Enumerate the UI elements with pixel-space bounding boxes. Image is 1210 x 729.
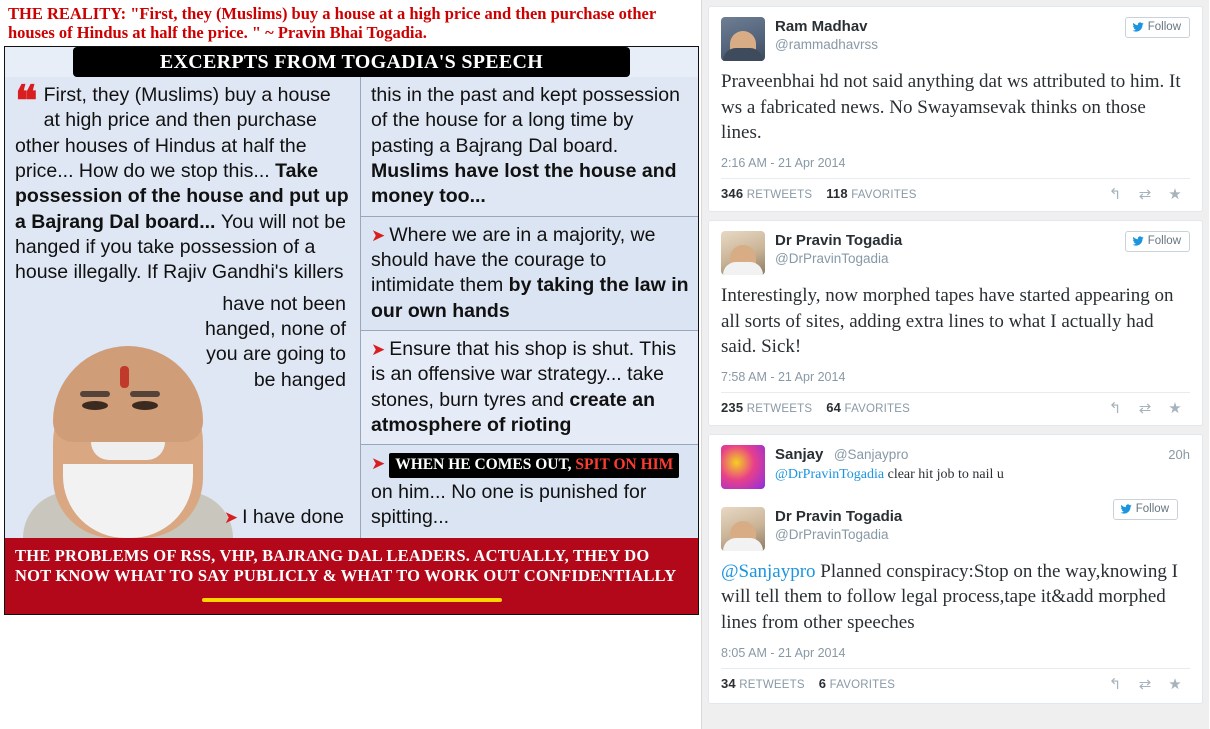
portrait-eye-left bbox=[82, 401, 108, 410]
portrait-scalp bbox=[53, 346, 203, 442]
excerpt-1-plain: this in the past and kept possession of the house for a long time by pasting a Bajrang Dal board. bbox=[371, 83, 680, 157]
favorite-icon[interactable]: ★ bbox=[1168, 399, 1182, 417]
tweets-panel[interactable] bbox=[702, 0, 1209, 729]
spit-chip bbox=[389, 453, 679, 477]
tweet-card[interactable] bbox=[708, 220, 1203, 426]
excerpt-block-2 bbox=[361, 217, 698, 331]
tweet-footer bbox=[721, 392, 1190, 419]
quote-part-1: First, they (Muslims) buy a house at high price and then purchase other houses of Hindus at half the price... How do we stop this... bbox=[15, 83, 331, 182]
reply-author-name[interactable]: Dr Pravin Togadia bbox=[775, 507, 903, 525]
quoted-mention[interactable]: @DrPravinTogadia bbox=[775, 466, 885, 482]
follow-button[interactable] bbox=[1125, 17, 1190, 38]
reply-mention[interactable]: @Sanjaypro bbox=[721, 560, 816, 582]
tweet-author-handle[interactable]: @rammadhavrss bbox=[775, 37, 878, 52]
quoted-tweet-text bbox=[775, 466, 1190, 484]
retweets-count: 235 bbox=[721, 400, 744, 416]
tweet-header bbox=[721, 231, 1190, 275]
tweet-header bbox=[721, 17, 1190, 61]
favorites-count: 64 bbox=[826, 400, 842, 416]
favorites-label: FAVORITES bbox=[851, 189, 917, 202]
reply-timestamp[interactable]: 8:05 AM - 21 Apr 2014 bbox=[721, 645, 846, 660]
speech-excerpt-poster bbox=[4, 46, 699, 615]
quoted-tweet[interactable] bbox=[721, 443, 1190, 489]
avatar[interactable] bbox=[721, 507, 765, 551]
avatar[interactable] bbox=[721, 231, 765, 275]
avatar-body bbox=[723, 262, 763, 275]
favorites-stat[interactable] bbox=[826, 186, 916, 201]
retweets-count: 34 bbox=[721, 676, 736, 692]
portrait-brow-right bbox=[130, 391, 160, 397]
poster-footer-text: THE PROBLEMS OF RSS, VHP, BAJRANG DAL LEADERS. ACTUALLY, THEY DO NOT KNOW WHAT TO SAY PUBLICLY & WHAT TO WORK OUT CONFIDENTIALLY bbox=[15, 545, 677, 585]
bullet-arrow-icon-3: ➤ bbox=[371, 340, 386, 360]
follow-button-label: Follow bbox=[1135, 502, 1169, 515]
tweet-author-handle[interactable]: @DrPravinTogadia bbox=[775, 250, 889, 266]
tweet-footer bbox=[721, 178, 1190, 205]
retweets-label: RETWEETS bbox=[746, 189, 813, 202]
avatar-body bbox=[723, 538, 763, 551]
excerpt-1-bold: Muslims have lost the house and money too... bbox=[371, 159, 677, 208]
favorite-icon[interactable]: ★ bbox=[1168, 675, 1182, 693]
poster-banner bbox=[5, 47, 698, 77]
tweet-actions bbox=[1100, 675, 1190, 693]
poster-column-left bbox=[5, 77, 361, 538]
twitter-bird-icon bbox=[1119, 503, 1133, 515]
spit-chip-white: WHEN HE COMES OUT, bbox=[395, 456, 572, 474]
tweet-author-name[interactable]: Dr Pravin Togadia bbox=[775, 231, 903, 249]
quote-mark-icon: ❝ bbox=[15, 78, 38, 125]
tweet-text: Interestingly, now morphed tapes have started appearing on all sorts of sites, adding extra lines to what I actually had said. Sick! bbox=[721, 284, 1174, 358]
bullet-arrow-icon: ➤ bbox=[223, 507, 239, 527]
reply-footer bbox=[721, 668, 1190, 695]
banner-strip bbox=[73, 47, 630, 77]
excerpt-2-bold: by taking the law in our own hands bbox=[371, 274, 689, 322]
quote-wrap-text: have not been hanged, none of you are going to be hanged bbox=[205, 292, 346, 391]
twitter-bird-icon bbox=[1131, 21, 1145, 33]
excerpt-block-1 bbox=[361, 77, 698, 217]
tweet-actions bbox=[1100, 399, 1190, 417]
reality-headline: THE REALITY: "First, they (Muslims) buy a house at a high price and then purchase other houses of Hindus at half the price. " ~ Pravin Bhai Togadia. bbox=[8, 4, 656, 43]
poster-columns bbox=[5, 77, 698, 538]
footer-underline bbox=[202, 598, 502, 602]
favorites-count: 6 bbox=[818, 676, 827, 692]
avatar[interactable] bbox=[721, 17, 765, 61]
avatar[interactable] bbox=[721, 445, 765, 489]
spit-chip-red: SPIT ON HIM bbox=[575, 456, 674, 474]
retweets-stat[interactable] bbox=[721, 676, 805, 691]
retweets-label: RETWEETS bbox=[746, 403, 813, 416]
bullet-arrow-icon-4: ➤ bbox=[371, 454, 386, 474]
tweet-text: Praveenbhai hd not said anything dat ws attributed to him. It ws a fabricated news. No Swayamsevak thinks on those lines. bbox=[721, 71, 1181, 144]
bullet-arrow-icon-2: ➤ bbox=[371, 225, 386, 245]
portrait-brow-left bbox=[80, 391, 110, 397]
portrait-eye-right bbox=[132, 401, 158, 410]
tweet-timestamp[interactable]: 2:16 AM - 21 Apr 2014 bbox=[721, 155, 846, 170]
reply-author-handle[interactable]: @DrPravinTogadia bbox=[775, 526, 889, 542]
tweet-actions bbox=[1100, 185, 1190, 203]
quote-part-1-bold: Take possession of the house and put up a Bajrang Dal board... bbox=[15, 159, 349, 233]
have-done-text: I have done bbox=[242, 505, 344, 528]
excerpt-block-4 bbox=[361, 445, 698, 536]
reply-icon[interactable]: ↰ bbox=[1108, 399, 1122, 417]
quote-part-1-rest: You will not be hanged if you take possession of a house illegally. If Rajiv Gandhi's killers bbox=[15, 210, 346, 284]
portrait-tilak bbox=[120, 366, 129, 388]
banner-title: EXCERPTS FROM TOGADIA'S SPEECH bbox=[142, 47, 561, 77]
follow-button[interactable] bbox=[1113, 499, 1178, 520]
quote-have-done bbox=[194, 505, 344, 530]
favorite-icon[interactable]: ★ bbox=[1168, 185, 1182, 203]
quoted-timeago[interactable]: 20h bbox=[1168, 446, 1190, 462]
poster-column-right bbox=[361, 77, 698, 538]
poster-footer bbox=[5, 538, 698, 614]
quoted-author-handle[interactable]: @Sanjaypro bbox=[833, 446, 909, 462]
reply-icon[interactable]: ↰ bbox=[1108, 185, 1122, 203]
reply-tweet[interactable] bbox=[721, 499, 1190, 697]
excerpt-3-plain: Ensure that his shop is shut. This is an offensive war strategy... take stones, burn tyres and bbox=[371, 338, 677, 411]
favorites-label: FAVORITES bbox=[829, 679, 896, 692]
retweets-count: 346 bbox=[721, 186, 744, 202]
favorites-stat[interactable] bbox=[819, 676, 895, 691]
reply-header bbox=[721, 502, 1190, 551]
retweet-icon[interactable]: ⇄ bbox=[1138, 675, 1152, 693]
excerpt-4-rest: on him... No one is punished for spitting... bbox=[371, 480, 647, 528]
twitter-bird-icon bbox=[1131, 235, 1145, 247]
retweets-stat[interactable] bbox=[721, 400, 812, 415]
togadia-portrait-wrap bbox=[15, 288, 352, 538]
reply-icon[interactable]: ↰ bbox=[1108, 675, 1122, 693]
quoted-author bbox=[775, 445, 1190, 484]
reply-text-rest: Planned conspiracy:Stop on the way,knowing I will tell them to follow legal process,tape it&add morphed lines from other speeches bbox=[721, 560, 1178, 634]
retweets-stat[interactable] bbox=[721, 186, 812, 201]
reply-text bbox=[721, 559, 1190, 636]
quoted-author-name[interactable]: Sanjay bbox=[775, 445, 824, 463]
excerpt-2-plain: Where we are in a majority, we should have the courage to intimidate them bbox=[371, 223, 656, 297]
retweets-label: RETWEETS bbox=[739, 679, 805, 692]
portrait-moustache bbox=[91, 442, 165, 460]
excerpt-3-bold: create an atmosphere of rioting bbox=[371, 388, 656, 437]
conversation-card[interactable] bbox=[708, 434, 1203, 704]
excerpt-block-3 bbox=[361, 331, 698, 445]
tweet-author-name[interactable]: Ram Madhav bbox=[775, 18, 868, 35]
tweet-timestamp[interactable]: 7:58 AM - 21 Apr 2014 bbox=[721, 369, 846, 384]
favorites-stat[interactable] bbox=[826, 400, 910, 415]
quote-paragraph bbox=[15, 78, 352, 286]
favorites-label: FAVORITES bbox=[844, 403, 910, 416]
favorites-count: 118 bbox=[826, 186, 848, 202]
quoted-text-rest: clear hit job to nail u bbox=[884, 466, 1004, 482]
follow-button-label: Follow bbox=[1147, 234, 1181, 247]
follow-button-label: Follow bbox=[1147, 21, 1181, 33]
retweet-icon[interactable]: ⇄ bbox=[1138, 399, 1152, 417]
tweet-card[interactable] bbox=[708, 6, 1203, 212]
avatar-body bbox=[723, 48, 763, 61]
retweet-icon[interactable]: ⇄ bbox=[1138, 185, 1152, 203]
follow-button[interactable] bbox=[1125, 231, 1190, 252]
